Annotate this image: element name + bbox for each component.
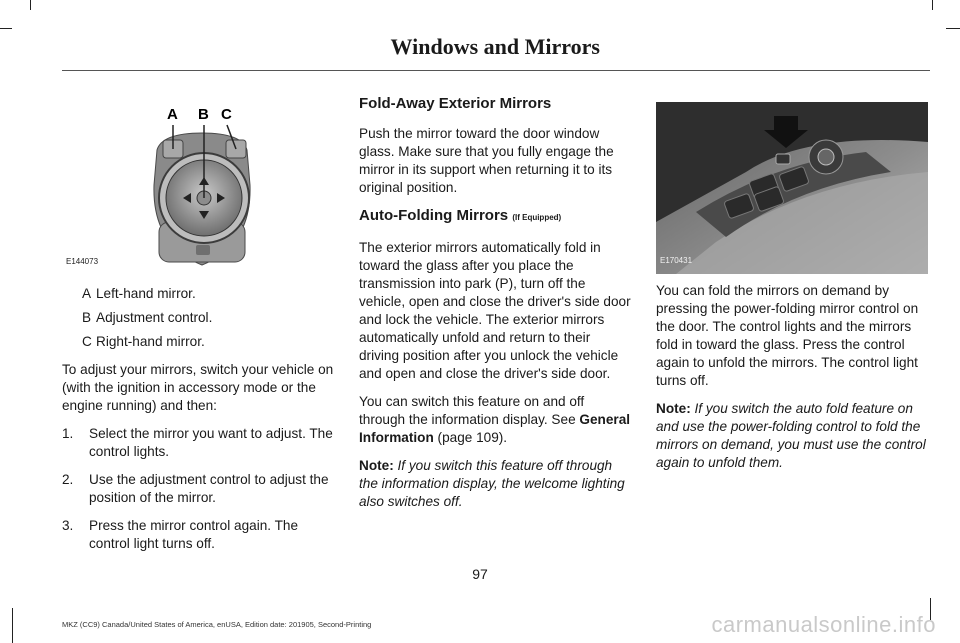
intro-paragraph: To adjust your mirrors, switch your vehicle on (with the ignition in accessory mode or the engine running) and then: — [62, 362, 334, 413]
crop-mark — [30, 0, 31, 10]
page-number: 97 — [472, 566, 488, 582]
note — [359, 457, 631, 511]
crop-mark — [946, 28, 960, 29]
note-label: Note: — [656, 401, 691, 416]
step-text: Press the mirror control again. The control light turns off. — [89, 518, 299, 551]
figure-id: E144073 — [66, 257, 99, 266]
note — [656, 400, 928, 472]
callout-b: B — [198, 106, 209, 123]
text: (page 109). — [433, 430, 508, 445]
callout-a: A — [167, 106, 178, 123]
door-panel-photo — [656, 102, 928, 274]
callout-c: C — [221, 106, 232, 123]
legend-key: B — [82, 310, 92, 325]
cross-reference-link[interactable]: General Information — [359, 412, 631, 445]
mirror-control-figure — [62, 95, 334, 275]
column-left — [62, 95, 337, 563]
page-title: Windows and Mirrors — [390, 34, 600, 59]
step-number: 2. — [62, 472, 74, 487]
figure-id: E170431 — [660, 256, 693, 265]
legend-row — [62, 285, 337, 303]
note-label: Note: — [359, 458, 394, 473]
column-right — [656, 102, 928, 482]
steps-list — [62, 425, 337, 553]
step-number: 3. — [62, 518, 74, 533]
note-text: If you switch the auto fold feature on and use the power-folding control to fold the mirrors on demand, you must use the control again to unfold them. — [656, 401, 926, 470]
step-item — [62, 517, 337, 553]
step-text: Select the mirror you want to adjust. The control lights. — [89, 426, 333, 459]
legend-key: A — [82, 286, 92, 301]
paragraph: The exterior mirrors automatically fold in toward the glass after you place the transmission into park (P), turn off the vehicle, open and close the driver's side door and lock the vehicle. The exterior mirrors automatically unfold and return to their driving position after you unlock the vehicle and open and close the driver's side door. — [359, 240, 631, 381]
column-middle — [359, 95, 631, 521]
legend-key: C — [82, 334, 92, 349]
legend — [62, 285, 337, 351]
crop-mark — [0, 28, 12, 29]
paragraph: Push the mirror toward the door window glass. Make sure that you fully engage the mirror in its support when returning it to its original position. — [359, 126, 614, 195]
paragraph — [359, 393, 631, 447]
paragraph: You can fold the mirrors on demand by pressing the power-folding mirror control on the door. The control lights and the mirrors fold in toward the glass. Press the control again to unfold the mirrors. The control light turns off. — [656, 283, 919, 388]
legend-text: Right-hand mirror. — [96, 334, 205, 349]
title-divider — [62, 70, 930, 71]
step-text: Use the adjustment control to adjust the position of the mirror. — [89, 472, 329, 505]
step-item — [62, 425, 337, 461]
section-heading: Fold-Away Exterior Mirrors — [359, 95, 552, 112]
watermark: carmanualsonline.info — [711, 612, 936, 637]
text: You can switch this feature on and off through the information display. See — [359, 394, 585, 427]
crop-mark — [12, 608, 13, 643]
legend-row — [62, 333, 337, 351]
equipped-tag: (If Equipped) — [512, 213, 562, 222]
footer-text: MKZ (CC9) Canada/United States of America, enUSA, Edition date: 201905, Second-Printing — [62, 620, 372, 629]
door-panel-figure — [656, 102, 928, 274]
legend-text: Adjustment control. — [96, 310, 213, 325]
note-text: If you switch this feature off through the information display, the welcome lighting also switches off. — [359, 458, 625, 509]
heading-text: Auto-Folding Mirrors — [359, 207, 509, 224]
legend-row — [62, 309, 337, 327]
mirror-control-illustration — [62, 95, 334, 275]
crop-mark — [932, 0, 933, 10]
legend-text: Left-hand mirror. — [96, 286, 196, 301]
step-number: 1. — [62, 426, 74, 441]
step-item — [62, 471, 337, 507]
section-heading — [359, 207, 631, 227]
